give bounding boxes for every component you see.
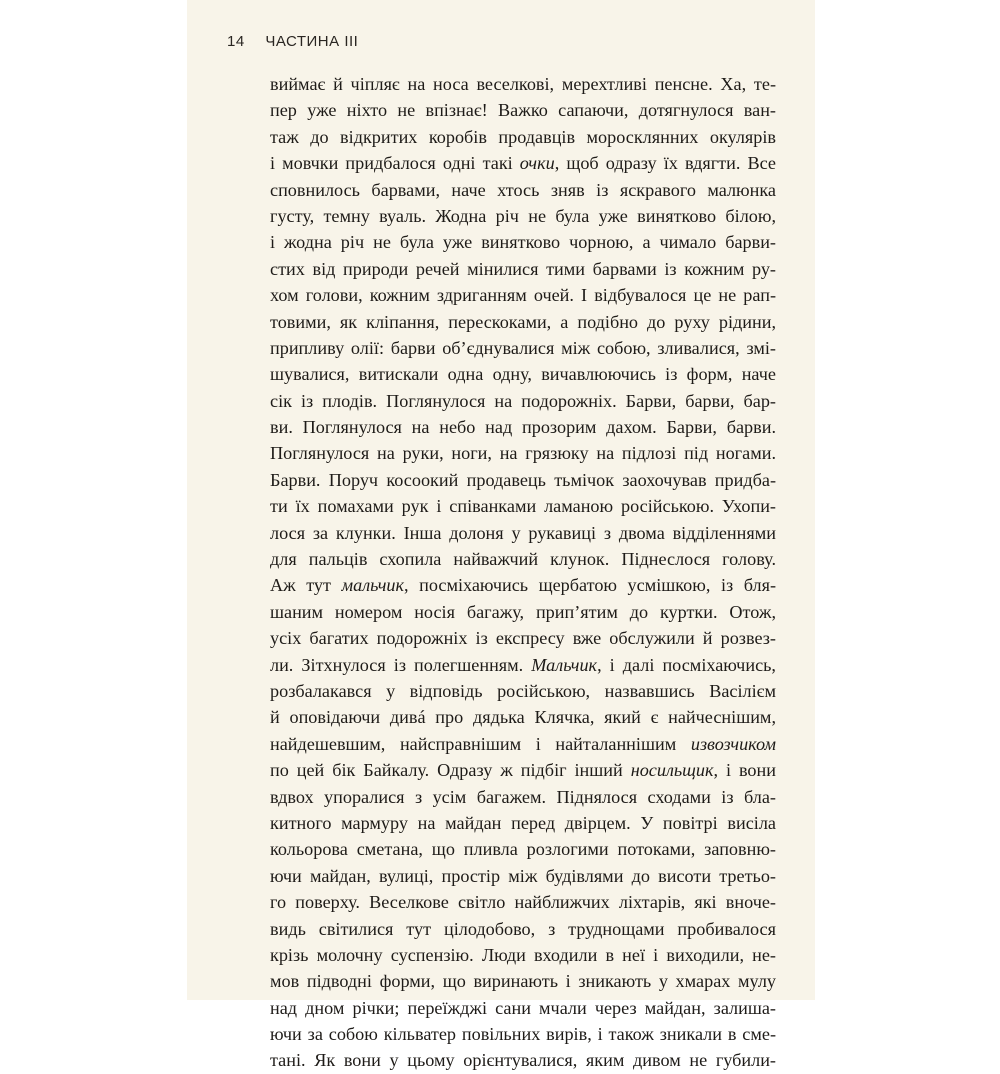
section-title: ЧАСТИНА III (265, 33, 359, 50)
italic-term: Мальчик (531, 654, 598, 675)
text-line (270, 440, 776, 466)
text-line (270, 309, 776, 335)
italic-term: носильщик (630, 760, 714, 781)
text-run: найдешевшим, найсправнішим і найталаннішим (270, 733, 691, 754)
text-run: усіх багатих подорожніх із експресу вже обслужили й розвез- (270, 628, 776, 649)
text-line (270, 889, 776, 915)
text-run: Аж тут (270, 575, 342, 596)
text-line (270, 572, 776, 598)
text-line (270, 493, 776, 519)
text-line (270, 968, 776, 994)
text-run: для пальців схопила найважчий клунок. Піднеслося голову. (270, 549, 776, 570)
text-line (270, 863, 776, 889)
text-run: кольорова сметана, що пливла розлогими потоками, заповню- (270, 839, 776, 860)
text-run: густу, темну вуаль. Жодна річ не була уже винятково білою, (270, 205, 776, 226)
book-page (187, 0, 815, 1071)
text-run: хом голови, кожним здриганням очей. І відбувалося це не рап- (270, 285, 776, 306)
text-line (270, 1047, 776, 1073)
text-line (270, 361, 776, 387)
text-line (270, 836, 776, 862)
text-line (270, 520, 776, 546)
text-line (270, 731, 776, 757)
text-run: ючи майдан, вулиці, простір між будівлями до висоти третьо- (270, 865, 776, 886)
italic-term: извозчиком (690, 733, 776, 754)
text-run: , посміхаючись щербатою усмішкою, із бля- (404, 575, 777, 596)
text-run: , і вони (713, 760, 776, 781)
text-run: Поглянулося на руки, ноги, на грязюку на підлозі під ногами. (270, 443, 776, 464)
text-run: видь світилися тут цілодобово, з труднощами пробивалося (270, 918, 776, 939)
text-line (270, 784, 776, 810)
text-line (270, 124, 776, 150)
text-run: ви. Поглянулося на небо над прозорим дахом. Барви, барви. (270, 417, 776, 438)
text-line (270, 546, 776, 572)
text-line (270, 150, 776, 176)
text-run: сік із плодів. Поглянулося на подорожніх. Барви, барви, бар- (270, 390, 776, 411)
text-run: й оповідаючи дивá про дядька Клячка, який є найчеснішим, (270, 707, 776, 728)
text-run: над дном річки; переїжджі сани мчали через майдан, залиша- (270, 997, 776, 1018)
text-line (270, 757, 776, 783)
text-run: пер уже ніхто не впізнає! Важко сапаючи, дотягнулося ван- (270, 100, 776, 121)
text-line (270, 177, 776, 203)
text-line (270, 71, 776, 97)
text-line (270, 388, 776, 414)
text-line (270, 467, 776, 493)
italic-term: мальчик (341, 575, 405, 596)
text-run: і мовчки придбалося одні такі (270, 153, 520, 174)
text-line (270, 995, 776, 1021)
text-line (270, 414, 776, 440)
text-run: виймає й чіпляє на носа веселкові, мерехтливі пенсне. Ха, те- (270, 74, 776, 94)
text-run: Барви. Поруч косоокий продавець тьмічок заохочував придба- (270, 469, 776, 490)
text-line (270, 625, 776, 651)
text-run: по цей бік Байкалу. Одразу ж підбіг інший (270, 760, 631, 781)
text-run: тані. Як вони у цьому орієнтувалися, яким дивом не губили- (270, 1050, 776, 1071)
text-run: крізь молочну суспензію. Люди входили в неї і виходили, не- (270, 944, 776, 965)
text-line (270, 203, 776, 229)
text-run: ючи за собою кільватер повільних вирів, і також зникали в сме- (270, 1024, 776, 1045)
text-run: го поверху. Веселкове світло найближчих ліхтарів, які вноче- (270, 892, 776, 913)
text-run: таж до відкритих коробів продавців моросклянних окулярів (270, 126, 776, 147)
text-run: шувалися, витискали одна одну, вичавлюючись із форм, наче (270, 364, 776, 385)
text-line (270, 335, 776, 361)
text-run: мов підводні форми, що виринають і зникають у хмарах мулу (270, 971, 776, 992)
text-line (270, 256, 776, 282)
text-line (270, 810, 776, 836)
text-line (270, 97, 776, 123)
text-run: ти їх помахами рук і співанками ламаною російською. Ухопи- (270, 496, 776, 517)
text-line (270, 282, 776, 308)
body-text (270, 71, 776, 1074)
page-number: 14 (227, 33, 245, 50)
text-run: припливу олії: барви об’єднувалися між собою, зливалися, змі- (270, 337, 776, 358)
text-line (270, 599, 776, 625)
text-run: лося за клунки. Інша долоня у рукавиці з двома відділеннями (270, 522, 776, 543)
text-line (270, 704, 776, 730)
text-line (270, 229, 776, 255)
text-run: розбалакався у відповідь російською, назвавшись Васілієм (270, 680, 776, 701)
text-line (270, 678, 776, 704)
text-run: ли. Зітхнулося із полегшенням. (270, 654, 532, 675)
text-run: вдвох упоралися з усім багажем. Піднялося сходами із бла- (270, 786, 776, 807)
text-run: шаним номером носія багажу, прип’ятим до куртки. Отож, (270, 601, 776, 622)
text-run: , щоб одразу їх вдягти. Все (554, 153, 776, 174)
text-run: товими, як кліпання, перескоками, а подібно до руху рідини, (270, 311, 776, 332)
text-line (270, 1021, 776, 1047)
text-run: стих від природи речей мінилися тими барвами із кожним ру- (270, 258, 776, 279)
text-line (270, 942, 776, 968)
text-run: , і далі посміхаючись, (597, 654, 776, 675)
text-run: китного мармуру на майдан перед двірцем. У повітрі висіла (270, 812, 776, 833)
running-head (227, 33, 358, 50)
italic-term: очки (519, 153, 555, 174)
text-line (270, 916, 776, 942)
text-run: сповнилось барвами, наче хтось зняв із яскравого малюнка (270, 179, 776, 200)
text-line (270, 652, 776, 678)
text-run: і жодна річ не була уже винятково чорною, а чимало барви- (270, 232, 776, 253)
